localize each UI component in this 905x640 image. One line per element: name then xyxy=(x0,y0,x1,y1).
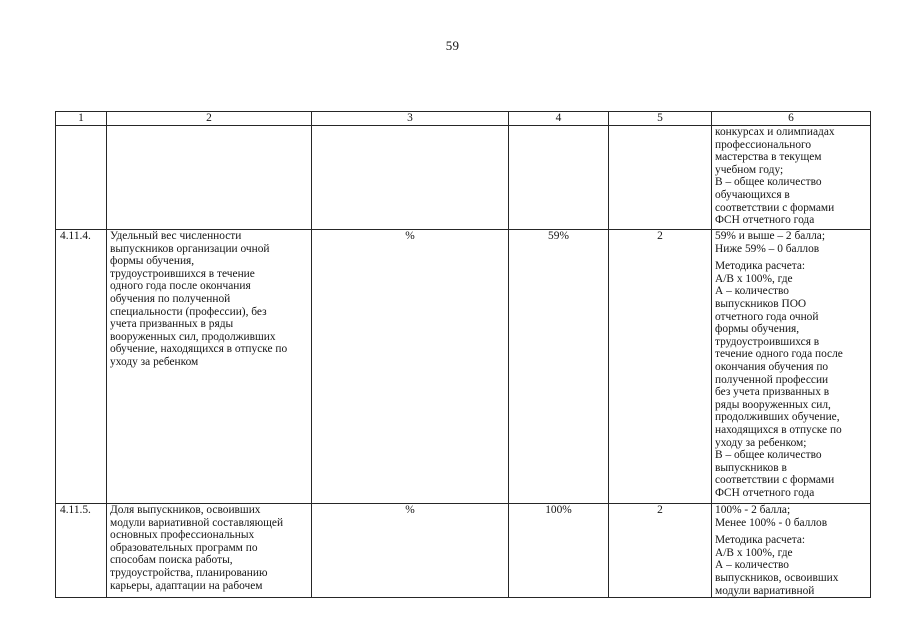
methodology-line: выпускников, освоивших xyxy=(715,571,839,584)
description-line: формы обучения, xyxy=(110,255,195,268)
methodology-line: соответствии с формами xyxy=(715,474,835,487)
criteria-table xyxy=(55,111,871,598)
methodology-line: уходу за ребенком; xyxy=(715,436,807,449)
methodology-line: Методика расчета: xyxy=(715,260,806,273)
scoring-line: Менее 100% - 0 баллов xyxy=(715,516,828,529)
methodology-line: В – общее количество xyxy=(715,176,822,189)
methodology-block xyxy=(715,260,867,499)
header-col-3: 3 xyxy=(312,112,509,126)
continuation-number-cell xyxy=(56,126,107,230)
row-points: 2 xyxy=(609,230,712,504)
methodology-line: находящихся в отпуске по xyxy=(715,423,842,436)
methodology-block xyxy=(715,534,867,597)
table-row-continuation xyxy=(56,126,871,230)
methodology-line: ряды вооруженных сил, xyxy=(715,398,831,411)
methodology-line: В – общее количество xyxy=(715,449,822,462)
methodology-line: конкурсах и олимпиадах xyxy=(715,126,835,138)
description-line: основных профессиональных xyxy=(110,529,255,542)
scoring-line: 100% - 2 балла; xyxy=(715,504,791,516)
methodology-line: модули вариативной xyxy=(715,584,815,597)
continuation-methodology-cell xyxy=(712,126,871,230)
header-col-2: 2 xyxy=(107,112,312,126)
methodology-line: А/В х 100%, где xyxy=(715,546,793,559)
continuation-threshold-cell xyxy=(509,126,609,230)
description-line: уходу за ребенком xyxy=(110,355,199,368)
description-line: трудоустроившихся в течение xyxy=(110,267,255,280)
row-scoring-methodology xyxy=(712,504,871,598)
methodology-line: выпускников ПОО xyxy=(715,297,807,310)
header-col-5: 5 xyxy=(609,112,712,126)
methodology-line: окончания обучения по xyxy=(715,360,829,373)
description-line: выпускников организации очной xyxy=(110,242,270,255)
continuation-description-cell xyxy=(107,126,312,230)
methodology-line: учебном году; xyxy=(715,163,784,176)
methodology-line: А – количество xyxy=(715,285,789,298)
methodology-line: А/В х 100%, где xyxy=(715,272,793,285)
methodology-line: ФСН отчетного года xyxy=(715,214,815,227)
description-line: карьеры, адаптации на рабочем xyxy=(110,579,263,592)
description-line: обучение, находящихся в отпуске по xyxy=(110,343,288,356)
table-header-row xyxy=(56,112,871,126)
methodology-line: Методика расчета: xyxy=(715,534,806,547)
page-number: 59 xyxy=(445,38,460,53)
methodology-line: соответствии с формами xyxy=(715,201,835,214)
row-number: 4.11.4. xyxy=(56,230,107,504)
methodology-line: ФСН отчетного года xyxy=(715,486,815,499)
description-line: образовательных программ по xyxy=(110,541,258,554)
methodology-line: продолживших обучение, xyxy=(715,411,840,424)
header-col-6: 6 xyxy=(712,112,871,126)
row-description xyxy=(107,230,312,504)
methodology-line: мастерства в текущем xyxy=(715,151,822,164)
row-number: 4.11.5. xyxy=(56,504,107,598)
scoring-line: 59% и выше – 2 балла; xyxy=(715,230,826,242)
methodology-line: профессионального xyxy=(715,138,812,151)
table-row-4-11-5 xyxy=(56,504,871,598)
row-unit: % xyxy=(312,504,509,598)
description-line: трудоустройства, планированию xyxy=(110,566,268,579)
description-line: способам поиска работы, xyxy=(110,554,233,567)
header-col-1: 1 xyxy=(56,112,107,126)
methodology-line: А – количество xyxy=(715,559,789,572)
methodology-line: трудоустроившихся в xyxy=(715,335,820,348)
continuation-points-cell xyxy=(609,126,712,230)
row-unit: % xyxy=(312,230,509,504)
table-row-4-11-4 xyxy=(56,230,871,504)
description-line: Удельный вес численности xyxy=(110,230,242,242)
description-line: модули вариативной составляющей xyxy=(110,516,284,529)
methodology-line: течение одного года после xyxy=(715,348,843,361)
methodology-line: обучающихся в xyxy=(715,188,790,201)
methodology-line: формы обучения, xyxy=(715,323,800,336)
row-description xyxy=(107,504,312,598)
row-scoring-methodology xyxy=(712,230,871,504)
description-line: обучения по полученной xyxy=(110,292,231,305)
description-line: специальности (профессии), без xyxy=(110,305,267,318)
row-threshold: 100% xyxy=(509,504,609,598)
row-threshold: 59% xyxy=(509,230,609,504)
description-line: вооруженных сил, продолживших xyxy=(110,330,276,343)
scoring-line: Ниже 59% – 0 баллов xyxy=(715,242,820,255)
description-line: учета призванных в ряды xyxy=(110,318,234,331)
methodology-line: отчетного года очной xyxy=(715,310,819,323)
methodology-line: выпускников в xyxy=(715,461,787,474)
row-points: 2 xyxy=(609,504,712,598)
description-line: одного года после окончания xyxy=(110,280,251,293)
methodology-line: без учета призванных в xyxy=(715,386,830,399)
description-line: Доля выпускников, освоивших xyxy=(110,504,261,516)
header-col-4: 4 xyxy=(509,112,609,126)
methodology-line: полученной профессии xyxy=(715,373,829,386)
continuation-unit-cell xyxy=(312,126,509,230)
